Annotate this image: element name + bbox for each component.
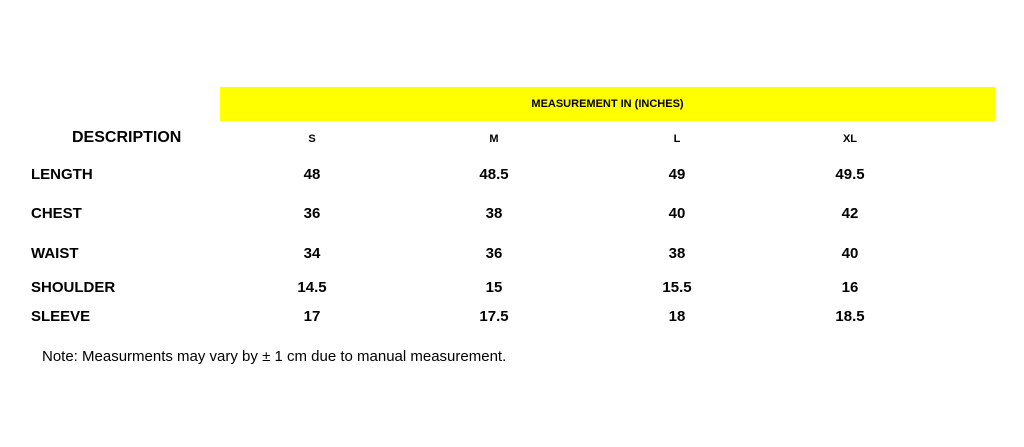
table-cell: 48 [303,166,321,183]
row-label-length: LENGTH [31,166,93,183]
measurement-header: MEASUREMENT IN (INCHES) [220,87,995,121]
row-label-sleeve: SLEEVE [31,308,91,325]
table-cell: 18.5 [835,308,865,325]
table-cell: 36 [485,245,503,262]
table-cell: 17.5 [479,308,509,325]
table-cell: 15 [485,279,503,296]
table-cell: 34 [303,245,321,262]
table-cell: 14.5 [297,279,327,296]
table-cell: 18 [668,308,686,325]
table-cell: 38 [668,245,686,262]
table-cell: 48.5 [479,166,509,183]
size-header-l: L [673,133,681,145]
table-cell: 16 [841,279,859,296]
description-header: DESCRIPTION [72,129,182,146]
table-cell: 40 [668,205,686,222]
size-header-xl: XL [842,133,858,145]
row-label-shoulder: SHOULDER [31,279,116,296]
table-cell: 17 [303,308,321,325]
table-cell: 38 [485,205,503,222]
size-header-m: M [489,133,499,145]
table-cell: 49 [668,166,686,183]
size-header-s: S [308,133,316,145]
row-label-waist: WAIST [31,245,79,262]
table-cell: 40 [841,245,859,262]
table-cell: 15.5 [662,279,692,296]
table-cell: 49.5 [835,166,865,183]
row-label-chest: CHEST [31,205,82,222]
table-cell: 36 [303,205,321,222]
table-cell: 42 [841,205,859,222]
measurement-note: Note: Measurments may vary by ± 1 cm due to manual measurement. [42,348,507,365]
